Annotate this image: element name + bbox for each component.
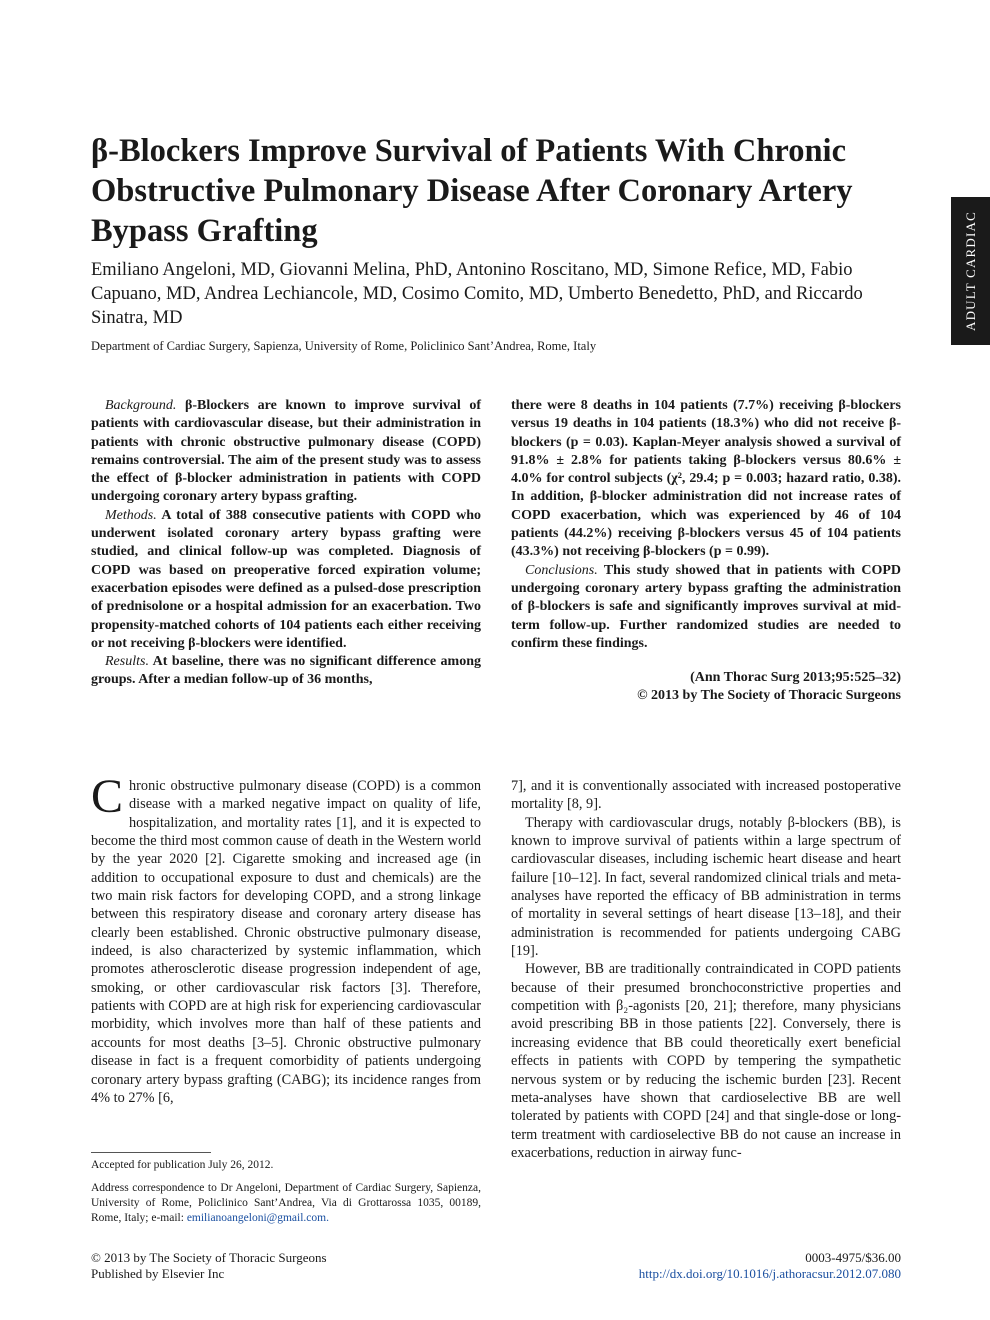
journal-citation: (Ann Thorac Surg 2013;95:525–32) bbox=[690, 670, 901, 686]
correspondence-text: Address correspondence to Dr Angeloni, Department of Cardiac Surgery, Sapienza, University of Rome, Policlinico Sant’Andrea, Via di Grottarossa 1035, 00189, Rome, Italy; e-mail: bbox=[91, 1182, 481, 1224]
background-text: β-Blockers are known to improve survival of patients with cardiovascular disease, but their administration in patients with chronic obstructive pulmonary disease (COPD) remains controversial. The aim of the present study was to assess the effect of β-blocker administration in patients with COPD undergoing coronary artery bypass grafting. bbox=[91, 398, 481, 505]
footer-right bbox=[639, 1250, 901, 1282]
section-tab-label: ADULT CARDIAC bbox=[962, 211, 978, 331]
footer-publisher: Published by Elsevier Inc bbox=[91, 1266, 225, 1281]
conclusions-label: Conclusions. bbox=[525, 562, 598, 578]
body-left-column bbox=[91, 770, 481, 1107]
abstract-results bbox=[91, 653, 481, 690]
footer-left bbox=[91, 1250, 327, 1282]
abstract-background bbox=[91, 397, 481, 507]
body-paragraph-therapy: Therapy with cardiovascular drugs, notably β-blockers (BB), is known to improve survival of patients within a large spectrum of cardiovascular diseases, including ischemic heart disease and heart failure [10–12]. In fact, several randomized clinical trials and meta-analyses have reported the efficacy of BB administration in terms of mortality in several settings of heart disease [13–18], and their administration is recommended for patients undergoing CABG [19]. bbox=[511, 814, 901, 960]
results-text-part1: At baseline, there was no significant difference among groups. After a median follow-up of 36 months, bbox=[91, 654, 481, 688]
intro-text: hronic obstructive pulmonary disease (COPD) is a common disease with a marked negative impact on quality of life, hospitalization, and mortality rates [1], and it is expected to become the third most common cause of death in the Western world by the year 2020 [2]. Cigarette smoking and increased age (in addition to occupational exposure to dust and chemicals) are the two main risk factors for developing COPD, and a strong linkage between this respiratory disease and coronary artery disease has clearly been established. Chronic obstructive pulmonary disease, indeed, is also characterized by systemic inflammation, which promotes atherosclerotic disease progression independent of age, smoking, or other cardiovascular risk factors [3]. Therefore, patients with COPD are at high risk for experiencing cardiovascular morbidity, which involves more than half of these patients and accounts for most deaths [3–5]. Chronic obstructive pulmonary disease in fact is a frequent comorbidity of patients undergoing coronary artery bypass grafting (CABG); its incidence ranges from 4% to 27% [6, bbox=[91, 778, 481, 1106]
results-text-part2: there were 8 deaths in 104 patients (7.7%) receiving β-blockers versus 19 deaths in 104 patients (18.3%) who did not receive β-blockers (p = 0.03). Kaplan-Meyer analysis showed a survival of 91.8% ± 2.8% for patients taking β-blockers versus 80.6% ± 4.0% for control subjects (χ², 29.4; p = 0.003; hazard ratio, 0.38). In addition, β-blocker administration did not increase rates of COPD exacerbation, which was experienced by 46 of 104 patients (44.2%) receiving β-blockers versus 45 of 104 patients (43.3%) not receiving β-blockers (p = 0.99). bbox=[511, 398, 901, 560]
intro-paragraph bbox=[91, 770, 481, 1107]
background-label: Background. bbox=[105, 398, 177, 413]
email-link[interactable]: emilianoangeloni@gmail.com. bbox=[186, 1212, 329, 1224]
doi-link[interactable]: http://dx.doi.org/10.1016/j.athoracsur.2012.07.080 bbox=[638, 1266, 901, 1281]
author-list: Emiliano Angeloni, MD, Giovanni Melina, PhD, Antonino Roscitano, MD, Simone Refice, MD, Fabio Capuano, MD, Andrea Lechiancole, MD, Cosimo Comito, MD, Umberto Benedetto, PhD, and Riccardo Sinatra, MD bbox=[91, 260, 863, 328]
conclusions-text: This study showed that in patients with COPD undergoing coronary artery bypass grafting the administration of β-blockers is safe and significantly improves survival at mid-term follow-up. Further randomized studies are needed to confirm these findings. bbox=[511, 562, 901, 651]
methods-label: Methods. bbox=[105, 507, 157, 523]
citation-block bbox=[511, 669, 901, 706]
body-paragraph-continued: 7], and it is conventionally associated with increased postoperative mortality [8, 9]. bbox=[511, 778, 901, 813]
footer-copyright: © 2013 by The Society of Thoracic Surgeons bbox=[91, 1250, 327, 1265]
body-paragraph-however: However, BB are traditionally contraindicated in COPD patients because of their presumed bronchoconstrictive properties and competition with β₂-agonists [20, 21]; therefore, many physicians avoid prescribing BB in those patients [22]. Conversely, there is increasing evidence that BB could theoretically exert beneficial effects in patients with COPD by tempering the sympathetic nervous system or by reducing the ischemic burden [23]. Recent meta-analyses have shown that cardioselective BB are well tolerated by patients with COPD [24] and that single-dose or long-term treatment with cardioselective BB do not cause an increase in exacerbations, reduction in airway func- bbox=[511, 961, 901, 1161]
body-right-column bbox=[511, 777, 901, 1162]
footer-issn: 0003-4975/$36.00 bbox=[805, 1250, 901, 1265]
methods-text: A total of 388 consecutive patients with COPD who underwent isolated coronary artery bypass grafting were studied, and clinical follow-up was completed. Diagnosis of COPD was based on preoperative forced expiration volume; exacerbation episodes were defined as a pulsed-dose prescription of prednisolone or a hospital admission for an exacerbation. Two propensity-matched cohorts of 104 patients each either receiving or not receiving β-blockers were identified. bbox=[91, 507, 481, 651]
correspondence-note bbox=[91, 1181, 481, 1226]
results-label: Results. bbox=[105, 654, 149, 670]
abstract-copyright: © 2013 by The Society of Thoracic Surgeons bbox=[637, 688, 901, 704]
abstract-right-column bbox=[511, 397, 901, 706]
footnote-divider bbox=[91, 1152, 211, 1153]
abstract-methods bbox=[91, 507, 481, 653]
article-title: β-Blockers Improve Survival of Patients With Chronic Obstructive Pulmonary Disease After Coronary Artery Bypass Grafting bbox=[91, 133, 853, 249]
affiliation: Department of Cardiac Surgery, Sapienza, University of Rome, Policlinico Sant’Andrea, Rome, Italy bbox=[91, 339, 597, 353]
accepted-note: Accepted for publication July 26, 2012. bbox=[91, 1159, 274, 1171]
abstract-conclusions bbox=[511, 562, 901, 653]
abstract-left-column bbox=[91, 397, 481, 690]
section-tab bbox=[951, 197, 990, 345]
drop-cap: C bbox=[91, 770, 124, 823]
